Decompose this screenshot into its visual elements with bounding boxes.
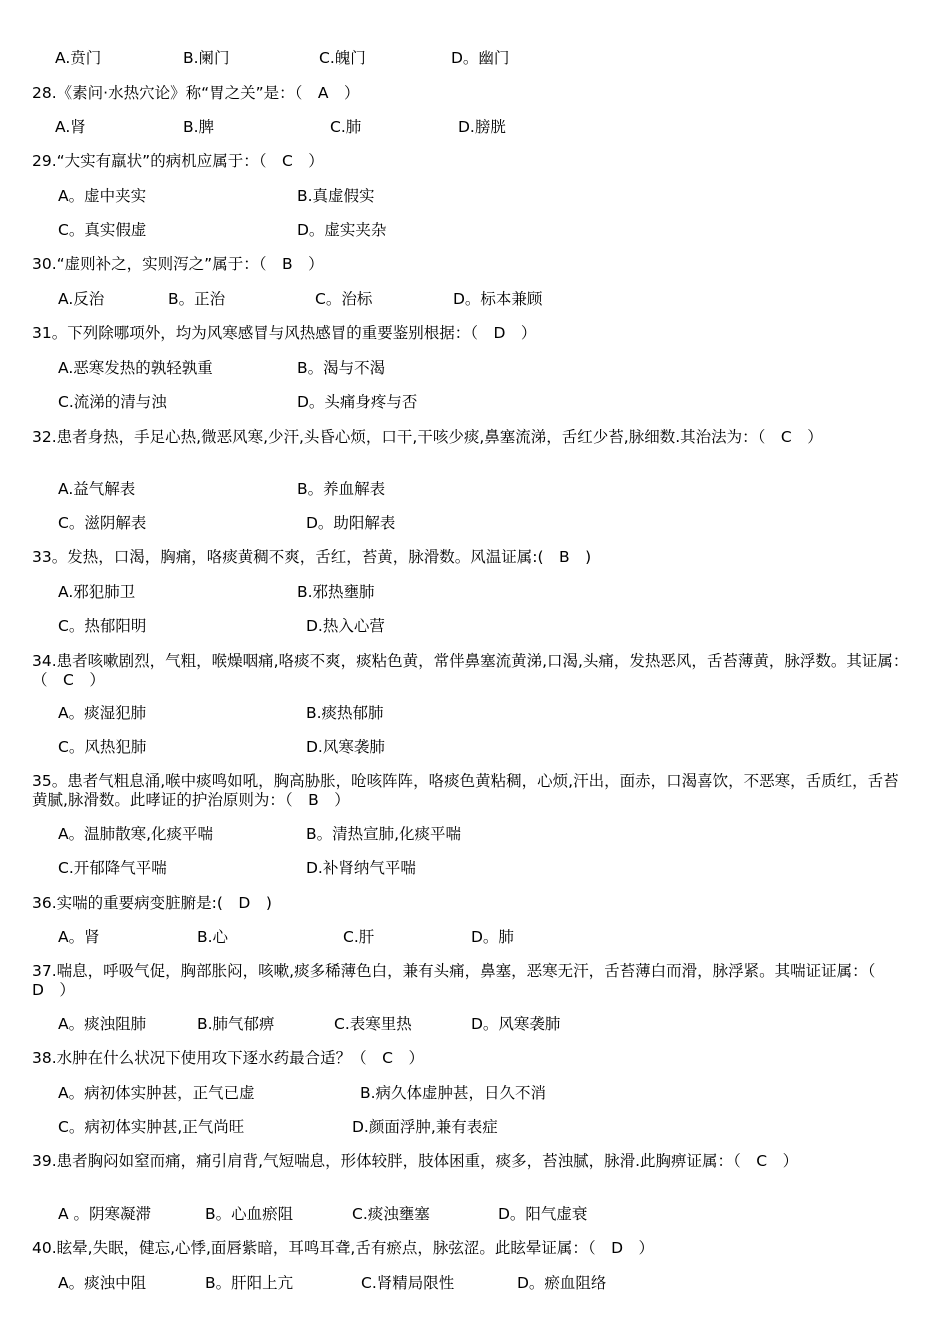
option-c: C。滋阴解表 — [58, 514, 147, 532]
option-a: A。病初体实肿甚，正气已虚 — [58, 1084, 255, 1102]
option-d: D。头痛身疼与否 — [297, 393, 418, 411]
question-34: 34.患者咳嗽剧烈，气粗，喉燥咽痛,咯痰不爽，痰粘色黄，常伴鼻塞流黄涕,口渴,头痛，发热恶风，舌苔薄黄，脉浮数。其证属：（ C ） — [32, 652, 909, 689]
option-a: A.邪犯肺卫 — [58, 583, 136, 601]
option-d: D。助阳解表 — [306, 514, 396, 532]
option-b: B。清热宣肺,化痰平喘 — [306, 825, 462, 843]
option-b: B.心 — [197, 928, 229, 946]
option-d: D。阳气虚衰 — [498, 1205, 588, 1223]
option-b: B.肺气郁痹 — [197, 1015, 275, 1033]
option-d: D。瘀血阻络 — [517, 1274, 607, 1292]
option-c: C。病初体实肿甚,正气尚旺 — [58, 1118, 245, 1136]
option-a: A.肾 — [55, 118, 86, 136]
option-a: A 。阴寒凝滞 — [58, 1205, 152, 1223]
option-b: B。养血解表 — [297, 480, 386, 498]
option-a: A.恶寒发热的孰轻孰重 — [58, 359, 213, 377]
option-a: A.益气解表 — [58, 480, 136, 498]
option-a: A。肾 — [58, 928, 100, 946]
option-d: D.补肾纳气平喘 — [306, 859, 416, 877]
option-b: B.阑门 — [183, 49, 230, 67]
option-a: A。痰浊中阻 — [58, 1274, 147, 1292]
option-c: C。治标 — [315, 290, 373, 308]
option-d: D。风寒袭肺 — [471, 1015, 561, 1033]
option-b: B.病久体虚肿甚，日久不消 — [360, 1084, 547, 1102]
option-b: B。正治 — [168, 290, 226, 308]
option-b: B。心血瘀阻 — [205, 1205, 294, 1223]
option-b: B.邪热壅肺 — [297, 583, 375, 601]
question-29: 29.“大实有羸状”的病机应属于：（ C ） — [32, 152, 324, 170]
option-c: C.魄门 — [319, 49, 366, 67]
option-b: B。肝阳上亢 — [205, 1274, 294, 1292]
option-a: A.贲门 — [55, 49, 102, 67]
option-c: C.开郁降气平喘 — [58, 859, 167, 877]
option-a: A。痰湿犯肺 — [58, 704, 147, 722]
option-c: C.肾精局限性 — [361, 1274, 455, 1292]
option-d: D.风寒袭肺 — [306, 738, 385, 756]
question-38: 38.水肿在什么状况下使用攻下逐水药最合适？（ C ） — [32, 1049, 424, 1067]
option-a: A.反治 — [58, 290, 105, 308]
option-c: C。真实假虚 — [58, 221, 147, 239]
option-c: C。风热犯肺 — [58, 738, 147, 756]
question-30: 30.“虚则补之，实则泻之”属于：（ B ） — [32, 255, 324, 273]
question-37: 37.喘息，呼吸气促，胸部胀闷，咳嗽,痰多稀薄色白，兼有头痛，鼻塞，恶寒无汗，舌苔薄白而滑，脉浮紧。其喘证证属：（ D ） — [32, 962, 891, 999]
question-31: 31。下列除哪项外，均为风寒感冒与风热感冒的重要鉴别根据：（ D ） — [32, 324, 537, 342]
option-d: D。幽门 — [451, 49, 510, 67]
question-33: 33。发热，口渴，胸痛，咯痰黄稠不爽，舌红，苔黄，脉滑数。风温证属:( B ) — [32, 548, 592, 566]
option-b: B。渴与不渴 — [297, 359, 386, 377]
option-c: C.痰浊壅塞 — [352, 1205, 430, 1223]
question-35: 35。患者气粗息涌,喉中痰鸣如吼，胸高胁胀，呛咳阵阵，咯痰色黄粘稠，心烦,汗出，面赤，口渴喜饮，不恶寒，舌质红，舌苔黄腻,脉滑数。此哮证的护治原则为：（ B ） — [32, 772, 899, 809]
question-36: 36.实喘的重要病变脏腑是:( D ) — [32, 894, 272, 912]
question-32: 32.患者身热，手足心热,微恶风寒,少汗,头昏心烦，口干,干咳少痰,鼻塞流涕，舌红少苔,脉细数.其治法为：（ C ） — [32, 428, 823, 446]
option-a: A。温肺散寒,化痰平喘 — [58, 825, 214, 843]
option-a: A。虚中夹实 — [58, 187, 147, 205]
option-c: C.肝 — [343, 928, 375, 946]
question-39: 39.患者胸闷如窒而痛，痛引肩背,气短喘息，形体较胖，肢体困重，痰多，苔浊腻，脉滑.此胸痹证属：（ C ） — [32, 1152, 799, 1170]
option-d: D.热入心营 — [306, 617, 385, 635]
question-28: 28.《素问·水热穴论》称“胃之关”是：（ A ） — [32, 84, 360, 102]
option-b: B.真虚假实 — [297, 187, 375, 205]
question-40: 40.眩晕,失眠，健忘,心悸,面唇紫暗，耳鸣耳聋,舌有瘀点，脉弦涩。此眩晕证属：（ D ） — [32, 1239, 655, 1257]
option-c: C.肺 — [330, 118, 362, 136]
option-d: D。标本兼顾 — [453, 290, 543, 308]
option-b: B.脾 — [183, 118, 215, 136]
option-b: B.痰热郁肺 — [306, 704, 384, 722]
option-a: A。痰浊阻肺 — [58, 1015, 147, 1033]
option-c: C。热郁阳明 — [58, 617, 147, 635]
option-c: C.流涕的清与浊 — [58, 393, 167, 411]
option-c: C.表寒里热 — [334, 1015, 412, 1033]
option-d: D。肺 — [471, 928, 514, 946]
option-d: D.膀胱 — [458, 118, 506, 136]
option-d: D.颜面浮肿,兼有表症 — [352, 1118, 498, 1136]
option-d: D。虚实夹杂 — [297, 221, 387, 239]
